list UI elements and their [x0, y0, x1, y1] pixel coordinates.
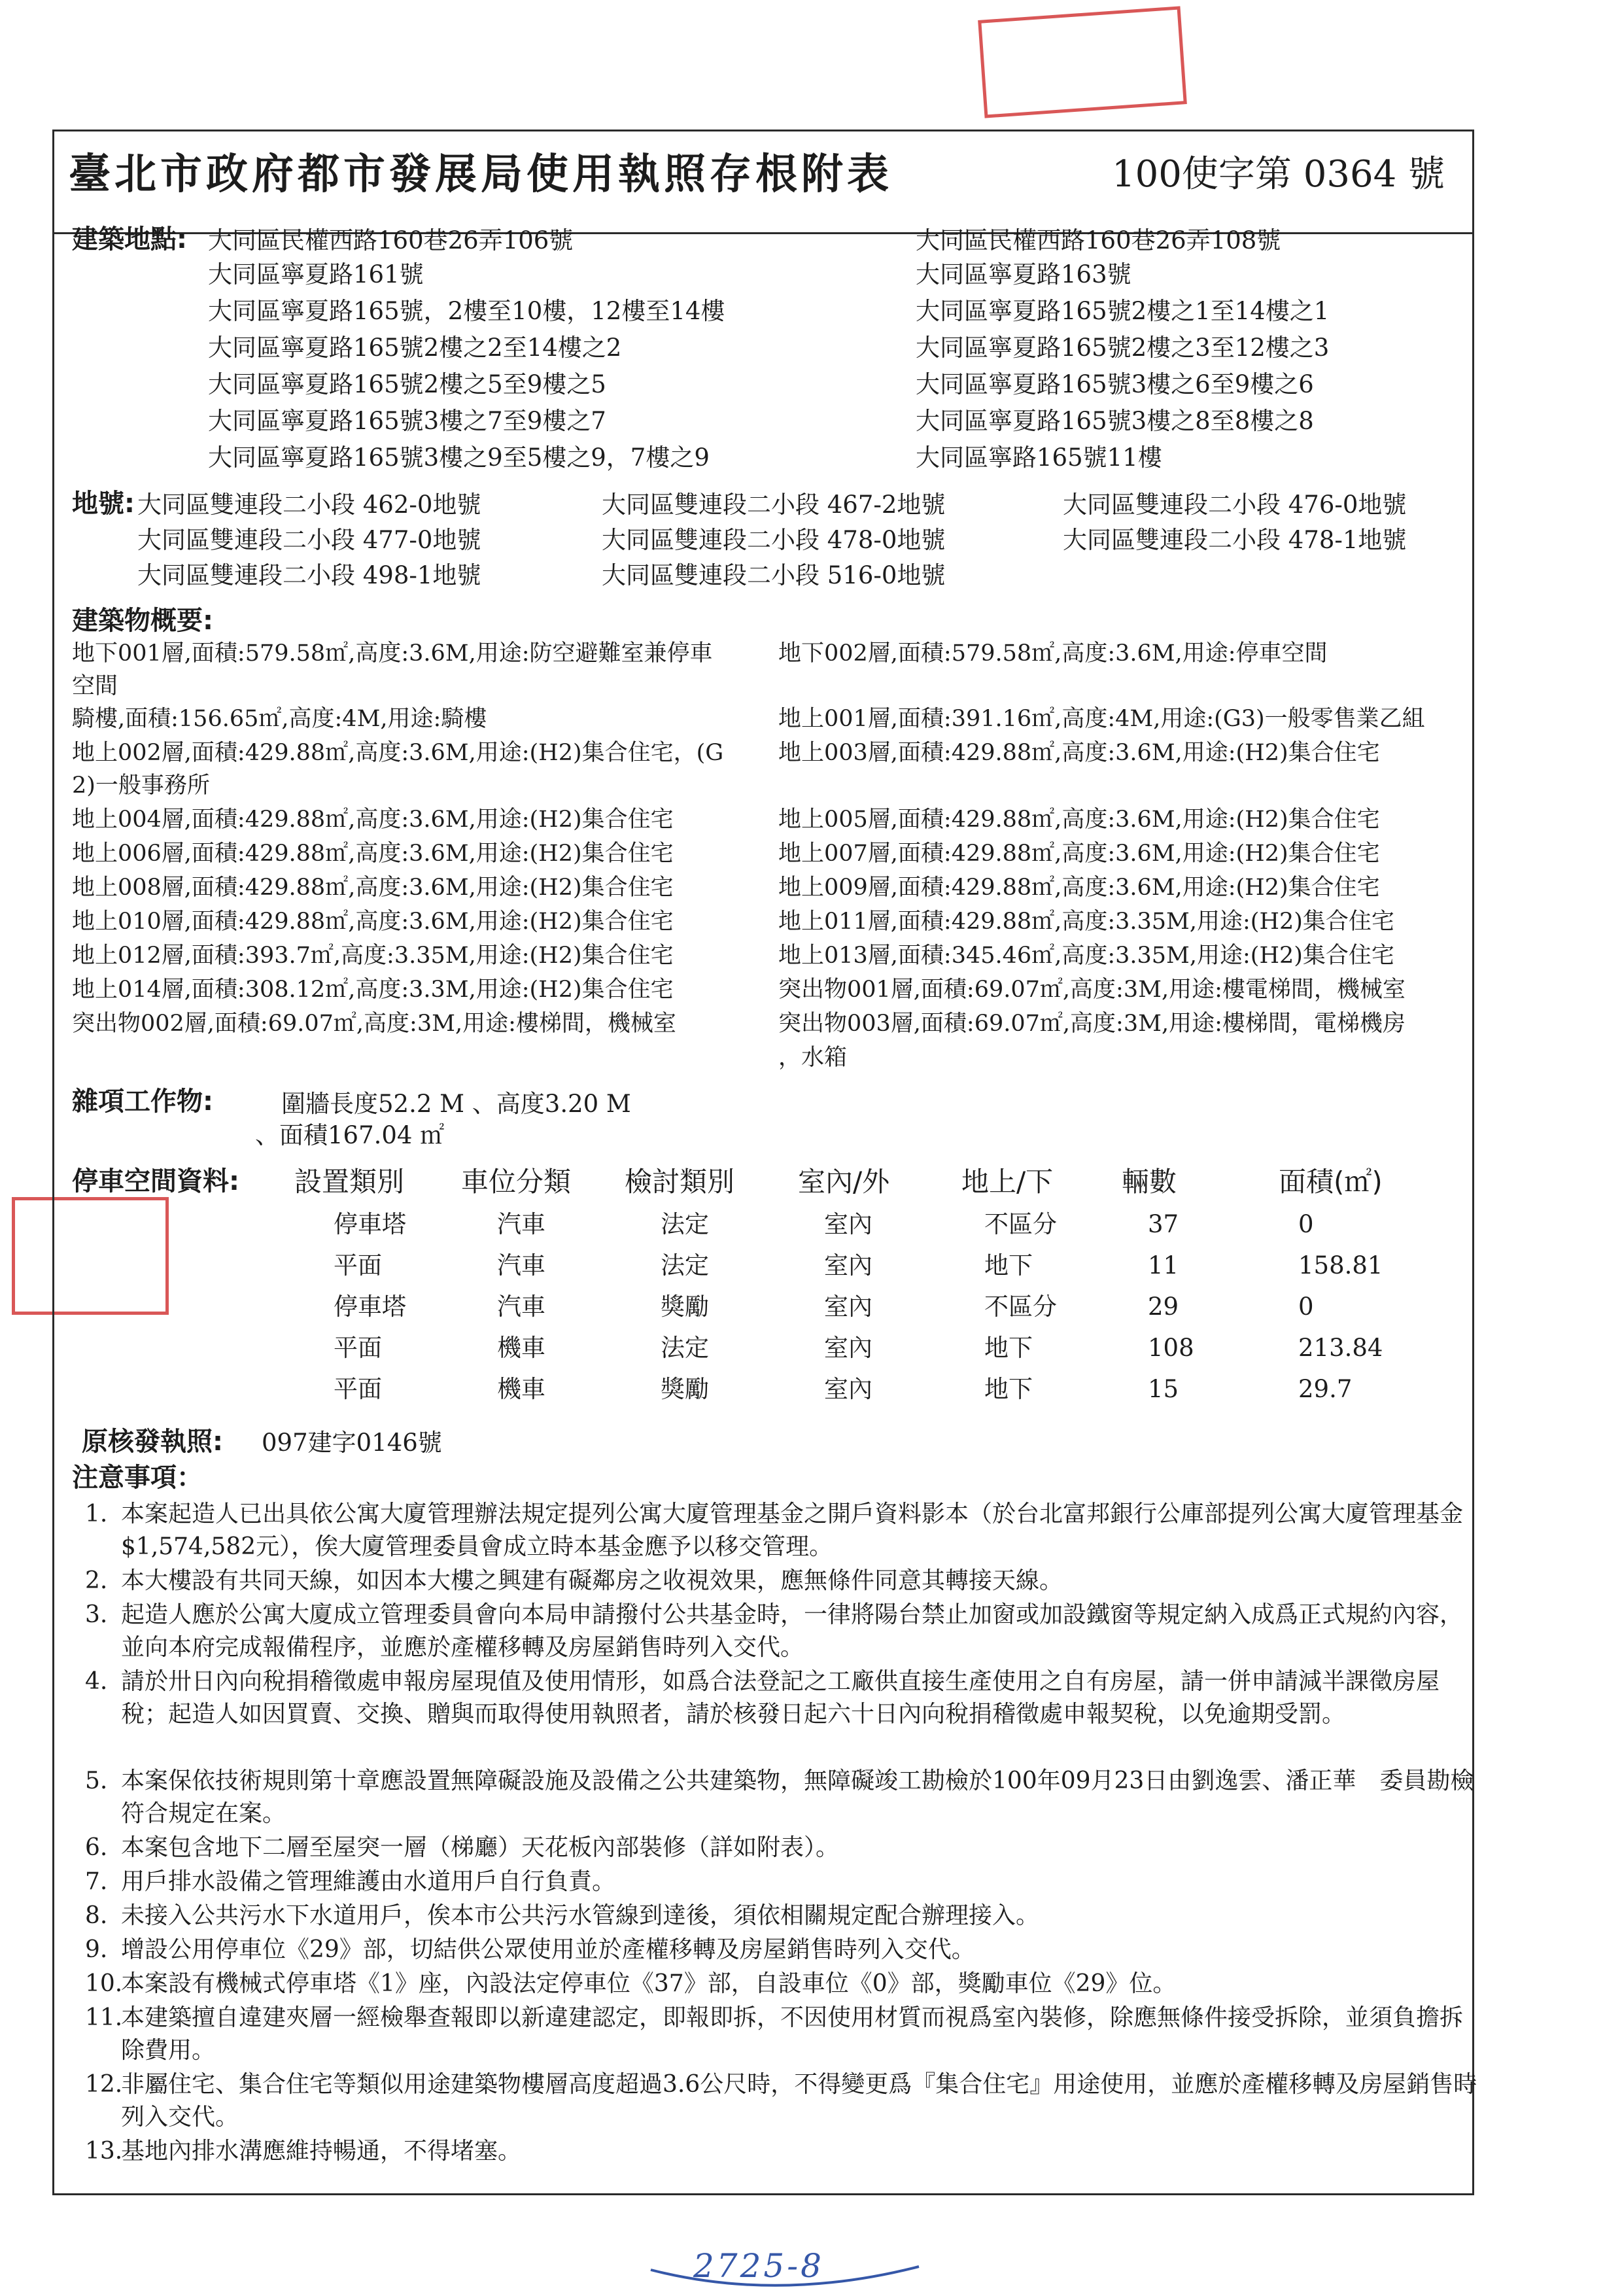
note-number: 13. [85, 2138, 123, 2165]
note-text: 增設公用停車位《29》部，切結供公眾使用並於產權移轉及房屋銷售時列入交代。 [121, 1936, 975, 1963]
table-cell: 法定 [661, 1251, 709, 1279]
table-cell: 停車塔 [334, 1293, 406, 1321]
floor-item: 地上004層,面積:429.88㎡,高度:3.6M,用途:(H2)集合住宅 [72, 807, 674, 833]
floor-item: 地下001層,面積:579.58㎡,高度:3.6M,用途:防空避難室兼停車 [72, 640, 713, 667]
lot-item: 大同區雙連段二小段 478-0地號 [602, 526, 946, 554]
table-cell: 15 [1148, 1375, 1179, 1403]
parking-header: 面積(㎡) [1279, 1166, 1383, 1198]
table-cell: 地下 [984, 1251, 1033, 1279]
red-seal-top [978, 6, 1187, 118]
table-cell: 室內 [824, 1251, 872, 1279]
lot-item: 大同區雙連段二小段 462-0地號 [137, 491, 481, 519]
table-cell: 37 [1148, 1210, 1179, 1238]
address-item: 大同區寧路165號11樓 [916, 444, 1162, 472]
note-text: 本大樓設有共同天線，如因本大樓之興建有礙鄰房之收視效果，應無條件同意其轉接天線。 [121, 1567, 1063, 1594]
table-cell: 213.84 [1298, 1334, 1383, 1362]
note-number: 5. [85, 1767, 108, 1794]
table-cell: 汽車 [497, 1210, 545, 1238]
note-text: 用戶排水設備之管理維護由水道用戶自行負責。 [121, 1868, 616, 1895]
floor-item: 地上014層,面積:308.12㎡,高度:3.3M,用途:(H2)集合住宅 [72, 977, 674, 1003]
floor-item: 突出物003層,面積:69.07㎡,高度:3M,用途:樓梯間，電梯機房 [778, 1011, 1406, 1037]
floor-item: 地上012層,面積:393.7㎡,高度:3.35M,用途:(H2)集合住宅 [72, 943, 674, 969]
note-text: 本案包含地下二層至屋突一層（梯廳）天花板內部裝修（詳如附表）。 [121, 1834, 840, 1861]
floor-item: 2)一般事務所 [72, 773, 210, 799]
table-cell: 0 [1298, 1210, 1314, 1238]
table-cell: 獎勵 [661, 1375, 709, 1403]
list-item [85, 1599, 1485, 1664]
floor-item: 騎樓,面積:156.65㎡,高度:4M,用途:騎樓 [72, 706, 487, 732]
note-number: 1. [85, 1501, 108, 1527]
note-text: 起造人應於公寓大廈成立管理委員會向本局申請撥付公共基金時，一律將陽台禁止加窗或加設鐵窗等規定納入成爲正式規約內容，並向本府完成報備程序，並應於產權移轉及房屋銷售時列入交代。 [121, 1601, 1464, 1661]
floor-item: 地上011層,面積:429.88㎡,高度:3.35M,用途:(H2)集合住宅 [778, 909, 1394, 935]
floor-item: 地上005層,面積:429.88㎡,高度:3.6M,用途:(H2)集合住宅 [778, 807, 1380, 833]
lot-item: 大同區雙連段二小段 476-0地號 [1063, 491, 1407, 519]
document-title: 臺北市政府都市發展局使用執照存根附表 [69, 150, 893, 199]
note-number: 9. [85, 1936, 108, 1963]
table-cell: 室內 [824, 1375, 872, 1403]
floor-item: 地上002層,面積:429.88㎡,高度:3.6M,用途:(H2)集合住宅，(G [72, 740, 724, 766]
note-text: 非屬住宅、集合住宅等類似用途建築物樓層高度超過3.6公尺時，不得變更爲『集合住宅』用途使用，並應於產權移轉及房屋銷售時列入交代。 [121, 2071, 1477, 2131]
list-item [85, 1934, 1485, 1966]
floor-item: 突出物001層,面積:69.07㎡,高度:3M,用途:樓電梯間，機械室 [778, 977, 1406, 1003]
misc-works-label: 雜項工作物: [72, 1087, 213, 1117]
table-cell: 汽車 [497, 1293, 545, 1321]
note-number: 2. [85, 1567, 108, 1594]
parking-header: 室內/外 [798, 1166, 890, 1198]
floor-item: 突出物002層,面積:69.07㎡,高度:3M,用途:樓梯間，機械室 [72, 1011, 676, 1037]
address-item: 大同區寧夏路165號3樓之9至5樓之9，7樓之9 [208, 444, 710, 472]
table-cell: 室內 [824, 1334, 872, 1362]
address-item: 大同區寧夏路165號2樓之2至14樓之2 [208, 334, 622, 362]
table-cell: 158.81 [1298, 1251, 1383, 1279]
list-item [85, 1565, 1485, 1597]
table-cell: 平面 [334, 1251, 382, 1279]
parking-header: 檢討類別 [625, 1166, 735, 1198]
table-cell: 法定 [661, 1334, 709, 1362]
note-number: 11. [85, 2004, 123, 2031]
table-cell: 法定 [661, 1210, 709, 1238]
permit-number: 100使字第 0364 號 [1112, 153, 1445, 196]
table-cell: 29.7 [1298, 1375, 1353, 1403]
note-text: 本案起造人已出具依公寓大廈管理辦法規定提列公寓大廈管理基金之開戶資料影本（於台北富邦銀行公庫部提列公寓大廈管理基金$1,574,582元），俟大廈管理委員會成立時本基金應予以移交管理。 [121, 1501, 1464, 1560]
list-item [85, 1832, 1485, 1864]
table-cell: 平面 [334, 1375, 382, 1403]
note-text: 基地內排水溝應維持暢通，不得堵塞。 [121, 2138, 522, 2165]
misc-works-line2: 、面積167.04 ㎡ [255, 1121, 445, 1149]
footer-number: 2725-8 [693, 2247, 824, 2285]
table-cell: 不區分 [984, 1293, 1057, 1321]
floor-item: 空間 [72, 673, 118, 699]
table-cell: 11 [1148, 1251, 1179, 1279]
list-item [85, 2068, 1485, 2134]
table-cell: 停車塔 [334, 1210, 406, 1238]
table-cell: 平面 [334, 1334, 382, 1362]
note-text: 請於卅日內向稅捐稽徵處申報房屋現值及使用情形，如爲合法登記之工廠供直接生產使用之自有房屋，請一併申請減半課徵房屋稅；起造人如因買賣、交換、贈與而取得使用執照者，請於核發日起六十日內向稅捐稽徵處申報契稅，以免逾期受罰。 [121, 1668, 1440, 1728]
address-label: 建築地點: [72, 224, 187, 254]
parking-header: 地上/下 [961, 1166, 1054, 1198]
list-item [85, 2002, 1485, 2067]
note-number: 6. [85, 1834, 108, 1861]
table-cell: 0 [1298, 1293, 1314, 1321]
table-cell: 地下 [984, 1375, 1033, 1403]
note-text: 本建築擅自違建夾層一經檢舉查報即以新違建認定，即報即拆，不因使用材質而視爲室內裝修，除應無條件接受拆除，並須負擔拆除費用。 [121, 2004, 1464, 2064]
floor-item: 地上013層,面積:345.46㎡,高度:3.35M,用途:(H2)集合住宅 [778, 943, 1394, 969]
floor-item: 地上003層,面積:429.88㎡,高度:3.6M,用途:(H2)集合住宅 [778, 740, 1380, 766]
table-cell: 室內 [824, 1210, 872, 1238]
note-number: 10. [85, 1970, 123, 1997]
misc-works-line1: 圍牆長度52.2 M 、高度3.20 M [281, 1090, 631, 1118]
note-number: 4. [85, 1668, 108, 1695]
table-cell: 108 [1148, 1334, 1194, 1362]
table-cell: 地下 [984, 1334, 1033, 1362]
table-cell: 汽車 [497, 1251, 545, 1279]
table-cell: 獎勵 [661, 1293, 709, 1321]
table-cell: 室內 [824, 1293, 872, 1321]
note-text: 本案設有機械式停車塔《1》座，內設法定停車位《37》部，自設車位《0》部，獎勵車位《29》位。 [121, 1970, 1177, 1997]
address-item: 大同區寧夏路165號3樓之8至8樓之8 [916, 407, 1314, 435]
original-permit-value: 097建字0146號 [262, 1429, 442, 1457]
lot-label: 地號: [72, 489, 135, 519]
address-item: 大同區民權西路160巷26弄106號 [208, 226, 574, 254]
list-item [85, 1765, 1485, 1830]
address-item: 大同區寧夏路165號2樓之3至12樓之3 [916, 334, 1330, 362]
list-item [85, 1968, 1485, 2000]
address-item: 大同區寧夏路165號2樓之5至9樓之5 [208, 370, 606, 398]
address-item: 大同區寧夏路163號 [916, 260, 1131, 288]
floor-item: 地下002層,面積:579.58㎡,高度:3.6M,用途:停車空間 [778, 640, 1328, 667]
floor-item: 地上001層,面積:391.16㎡,高度:4M,用途:(G3)一般零售業乙組 [778, 706, 1425, 732]
list-item [85, 1866, 1485, 1898]
note-text: 本案保依技術規則第十章應設置無障礙設施及設備之公共建築物，無障礙竣工勘檢於100年09月23日由劉逸雲、潘正華 委員勘檢符合規定在案。 [121, 1767, 1474, 1827]
note-text: 未接入公共污水下水道用戶，俟本市公共污水管線到達後，須依相關規定配合辦理接入。 [121, 1902, 1040, 1929]
floor-item: ，水箱 [778, 1045, 848, 1071]
address-item: 大同區寧夏路161號 [208, 260, 424, 288]
list-item [85, 1665, 1485, 1731]
floor-item: 地上009層,面積:429.88㎡,高度:3.6M,用途:(H2)集合住宅 [778, 875, 1380, 901]
table-cell: 29 [1148, 1293, 1179, 1321]
floor-item: 地上010層,面積:429.88㎡,高度:3.6M,用途:(H2)集合住宅 [72, 909, 674, 935]
list-item [85, 1900, 1485, 1932]
lot-item: 大同區雙連段二小段 477-0地號 [137, 526, 481, 554]
floor-item: 地上006層,面積:429.88㎡,高度:3.6M,用途:(H2)集合住宅 [72, 841, 674, 867]
lot-item: 大同區雙連段二小段 498-1地號 [137, 561, 481, 589]
table-cell: 機車 [497, 1375, 545, 1403]
address-item: 大同區寧夏路165號2樓之1至14樓之1 [916, 297, 1330, 325]
table-cell: 不區分 [984, 1210, 1057, 1238]
note-number: 3. [85, 1601, 108, 1628]
original-permit-label: 原核發執照: [82, 1427, 223, 1457]
list-item [85, 1498, 1485, 1563]
address-item: 大同區寧夏路165號3樓之7至9樓之7 [208, 407, 606, 435]
parking-header: 車位分類 [461, 1166, 572, 1198]
lot-item: 大同區雙連段二小段 516-0地號 [602, 561, 946, 589]
list-item [85, 2135, 1485, 2168]
building-summary-label: 建築物概要: [72, 606, 213, 636]
lot-item: 大同區雙連段二小段 467-2地號 [602, 491, 946, 519]
parking-header: 設置類別 [294, 1166, 405, 1198]
lot-item: 大同區雙連段二小段 478-1地號 [1063, 526, 1407, 554]
notes-label: 注意事項： [72, 1463, 203, 1493]
note-number: 12. [85, 2071, 123, 2098]
address-item: 大同區寧夏路165號3樓之6至9樓之6 [916, 370, 1314, 398]
address-item: 大同區寧夏路165號，2樓至10樓，12樓至14樓 [208, 297, 725, 325]
parking-label: 停車空間資料: [72, 1166, 239, 1196]
parking-header: 輛數 [1122, 1166, 1177, 1198]
note-number: 7. [85, 1868, 108, 1895]
note-number: 8. [85, 1902, 108, 1929]
floor-item: 地上008層,面積:429.88㎡,高度:3.6M,用途:(H2)集合住宅 [72, 875, 674, 901]
table-cell: 機車 [497, 1334, 545, 1362]
address-item: 大同區民權西路160巷26弄108號 [916, 226, 1281, 254]
floor-item: 地上007層,面積:429.88㎡,高度:3.6M,用途:(H2)集合住宅 [778, 841, 1380, 867]
